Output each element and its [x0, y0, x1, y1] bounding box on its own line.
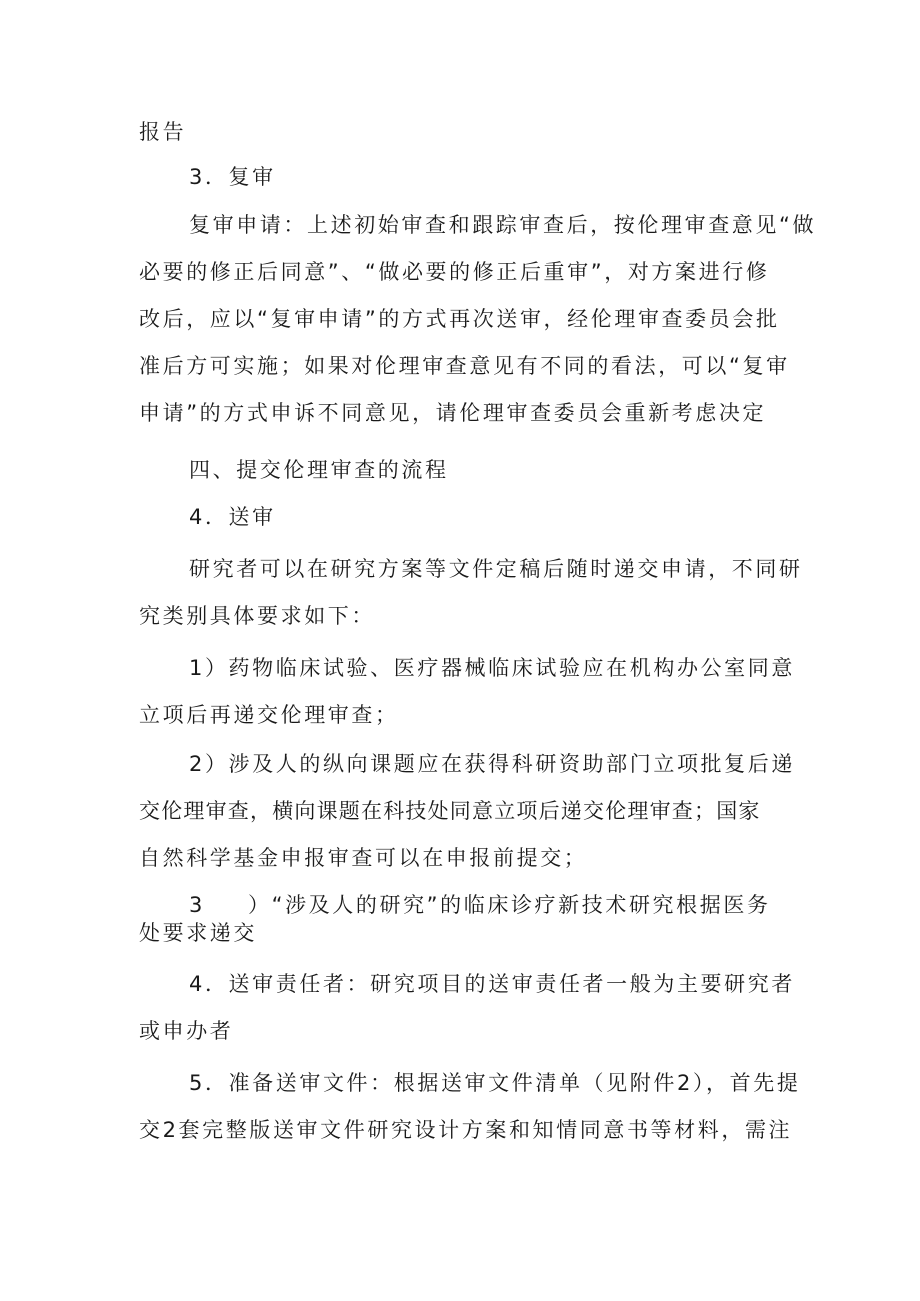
list-item: 1）药物临床试验、医疗器械临床试验应在机构办公室同意	[189, 656, 795, 680]
text-line: 4．送审责任者：研究项目的送审责任者一般为主要研究者	[189, 972, 795, 996]
text-line: 究类别具体要求如下：	[139, 604, 375, 628]
text-line: 自然科学基金申报审查可以在申报前提交；	[139, 846, 588, 870]
text-line: 交伦理审查，横向课题在科技处同意立项后递交伦理审查；国家	[139, 799, 761, 823]
list-item: 2）涉及人的纵向课题应在获得科研资助部门立项批复后递	[189, 752, 795, 776]
text-line: 复审申请：上述初始审查和跟踪审查后，按伦理审查意见“做	[189, 213, 817, 237]
text-line: 交2套完整版送审文件研究设计方案和知情同意书等材料，需注	[139, 1118, 793, 1142]
section-heading: 4．送审	[189, 505, 276, 529]
text-line: 5．准备送审文件：根据送审文件清单（见附件2），首先提	[189, 1071, 801, 1095]
text-line: 报告	[139, 120, 187, 144]
list-item: ）“涉及人的研究”的临床诊疗新技术研究根据医务	[248, 893, 771, 917]
text-line: 改后，应以“复审申请”的方式再次送审，经伦理审查委员会批	[139, 307, 780, 331]
text-line: 申请”的方式申诉不同意见，请伦理审查委员会重新考虑决定	[139, 401, 767, 425]
text-line: 立项后再递交伦理审查；	[139, 703, 399, 727]
text-line: 处要求递交	[139, 921, 257, 945]
list-item-number: 3	[189, 893, 203, 917]
section-heading: 四、提交伦理审查的流程	[189, 458, 449, 482]
text-line: 准后方可实施；如果对伦理审查意见有不同的看法，可以“复审	[139, 354, 790, 378]
text-line: 必要的修正后同意”、“做必要的修正后重审”，对方案进行修	[139, 260, 770, 284]
section-heading: 3．复审	[189, 165, 276, 189]
text-line: 研究者可以在研究方案等文件定稿后随时递交申请，不同研	[189, 557, 803, 581]
text-line: 或申办者	[139, 1019, 234, 1043]
